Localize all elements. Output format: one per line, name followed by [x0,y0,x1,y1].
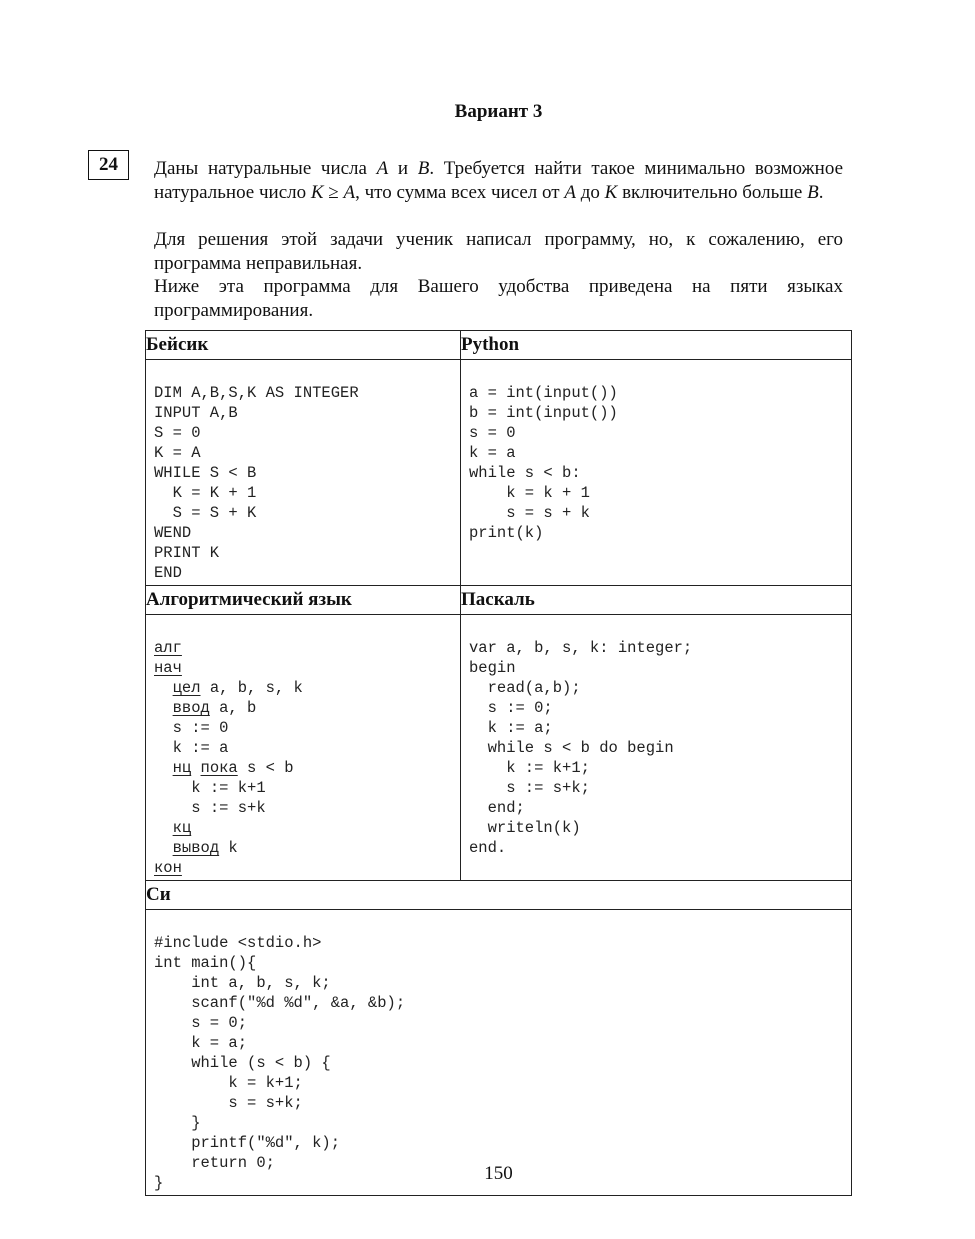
code-line: s = 0; [154,1014,248,1032]
code-line: s = s+k; [154,1094,303,1112]
code-line: K = K + 1 [154,484,257,502]
code-line: int a, b, s, k; [154,974,331,992]
code-line: S = 0 [154,424,201,442]
code-line: a = int(input()) [469,384,618,402]
code-line: DIM A,B,S,K AS INTEGER [154,384,359,402]
code-line: writeln(k) [469,819,581,837]
code-line: var a, b, s, k: integer; [469,639,693,657]
code-line: return 0; [154,1154,275,1172]
code-line: k := k+1; [469,759,590,777]
code-line: } [154,1114,201,1132]
header-pascal: Паскаль [461,586,852,615]
header-c: Си [146,881,852,910]
code-line: s := 0 [172,719,229,737]
algo-code [146,615,460,880]
code-line: end; [469,799,525,817]
code-line: k := k+1 [191,779,266,797]
code-line: алг [154,639,182,657]
code-line: k := a [172,739,229,757]
code-line: s = s + k [469,504,590,522]
variant-title: Вариант 3 [454,101,543,122]
problem-statement: Даны натуральные числа A и B. Требуется найти такое минимально возможное натуральное число K ≥ A, что сумма всех чисел от A до K включительно больше B. [154,158,844,203]
code-line: нц пока s < b [172,759,294,777]
header-basic: Бейсик [146,331,461,360]
code-line: s = 0 [469,424,516,442]
code-line: s := s+k [191,799,266,817]
code-line: k = k + 1 [469,484,590,502]
problem-note: Для решения этой задачи ученик написал программу, но, к сожалению, его программа неправильная. [154,229,843,274]
code-line: s := s+k; [469,779,590,797]
python-code [461,360,851,545]
code-line: k := a; [469,719,553,737]
code-line: k = a [469,444,516,462]
code-line: K = A [154,444,201,462]
code-line: begin [469,659,516,677]
code-line: } [154,1174,164,1192]
code-line: end. [469,839,507,857]
code-line: WHILE S < B [154,464,257,482]
code-line: k = a; [154,1034,248,1052]
code-line: while s < b do begin [469,739,674,757]
code-line: INPUT A,B [154,404,238,422]
code-line: int main(){ [154,954,257,972]
code-line: END [154,564,182,582]
code-line: b = int(input()) [469,404,618,422]
code-line: k = k+1; [154,1074,303,1092]
header-python: Python [461,331,852,360]
header-algo: Алгоритмический язык [146,586,461,615]
code-line: #include <stdio.h> [154,934,322,952]
code-line: кц [172,819,192,837]
code-line: s := 0; [469,699,553,717]
code-line: read(a,b); [469,679,581,697]
code-line: while s < b: [469,464,581,482]
code-table [145,330,852,1196]
code-line: PRINT K [154,544,220,562]
code-line: while (s < b) { [154,1054,331,1072]
code-line: printf("%d", k); [154,1134,341,1152]
c-code [146,910,851,1195]
code-line: ввод a, b [172,699,257,717]
problem-languages-note: Ниже эта программа для Вашего удобства приведена на пяти языках программирования. [154,276,843,321]
code-line: WEND [154,524,192,542]
code-line: нач [154,659,182,677]
pascal-code [461,615,851,860]
code-line: print(k) [469,524,544,542]
basic-code [146,360,460,585]
code-line: цел a, b, s, k [172,679,303,697]
code-line: scanf("%d %d", &a, &b); [154,994,406,1012]
code-line: S = S + K [154,504,257,522]
code-line: кон [154,859,182,877]
task-number-box: 24 [88,150,129,180]
code-line: вывод k [172,839,238,857]
page-number: 150 [484,1163,513,1184]
